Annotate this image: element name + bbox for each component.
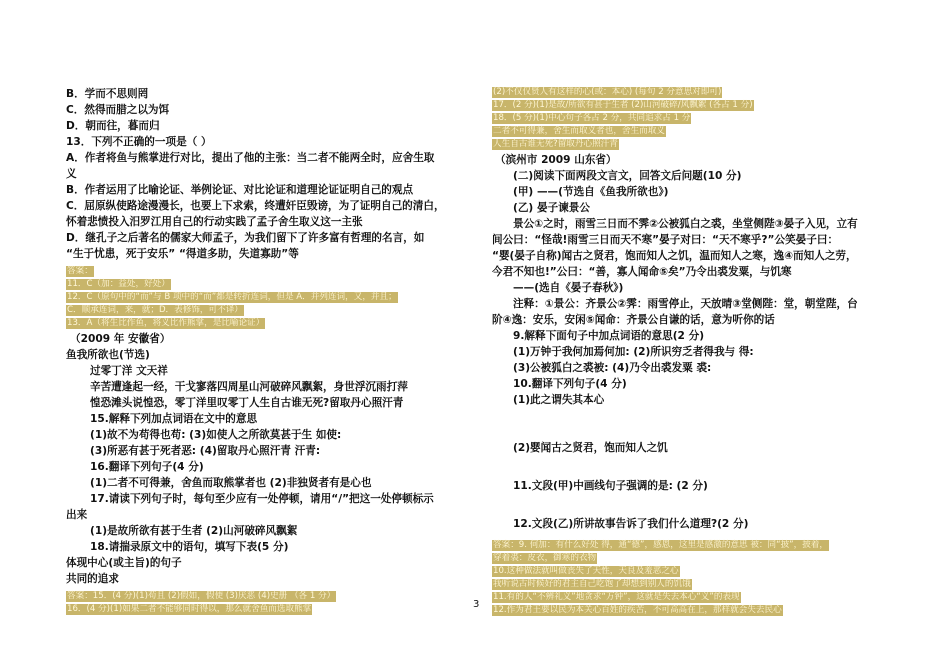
answer-line: (2)不仅仅贤人有这样的心(或：本心) (每句 2 分意思对即可) (493, 87, 722, 97)
answer-line: 17．(2 分)(1)是故/所欲有甚于生者 (2)山河破碎/风飘絮 (各占 1 分) (493, 100, 753, 110)
answer-line: 答案：15．(4 分)(1)苟且 (2)假如，假使 (3)厌恶 (4)史册 （各 1 分） (67, 591, 336, 601)
poem-line: 惶恐滩头说惶恐，零丁洋里叹零丁人生自古谁无死?留取丹心照汗青 (90, 397, 404, 409)
answer-line: 10.这种做法就叫做丧失了天性，天良及羞恶之心 (493, 566, 679, 576)
text-line: (1)是故所欲有甚于生者 (2)山河破碎风飘絮 (90, 525, 298, 537)
text-line: 出来 (66, 509, 88, 521)
table-label: 共同的追求 (66, 573, 119, 585)
text-line: A．作者将鱼与熊掌进行对比，提出了他的主张：当二者不能两全时，应舍生取 (66, 152, 435, 164)
text-line: (1)此之谓失其本心 (513, 394, 605, 406)
text-line: “婴(晏子自称)闻古之贤君，饱而知人之饥，温而知人之寒，逸④而知人之劳， (492, 250, 857, 262)
question-13: 13．下列不正确的一项是（ ） (66, 136, 212, 148)
answer-line: 12．C（原句中的“而”与 B 项中的“而”都是转折连词，但是 A．并列连词，又，并且； (67, 292, 397, 302)
text-line: (2)婴闻古之贤君，饱而知人之饥 (513, 442, 668, 454)
question-17: 17.请读下列句子时，每句至少应有一处停顿，请用“/”把这一处停顿标示 (90, 493, 434, 505)
text-line: “生于忧患，死于安乐” “得道多助，失道寡助”等 (66, 248, 299, 260)
answer-line: 答案： (67, 266, 93, 276)
answer-line: 13．A（将生比作鱼，将义比作熊掌，是比喻论证） (67, 318, 265, 328)
answer-line: 答案：9. 何加：有什么好处 得，通“德”，感恩，这里是感激的意思 被：同“披”，披着， (493, 540, 828, 550)
section-heading: (二)阅读下面两段文言文，回答文后问题(10 分) (513, 170, 742, 182)
page-number: 3 (473, 599, 480, 610)
text-line: (1)万钟于我何加焉何加: (2)所识穷乏者得我与 得: (513, 346, 754, 358)
answer-line: 16．(4 分)(1)如果二者不能够同时得以，那么就舍鱼而选取熊掌 (67, 604, 312, 614)
section-source: （2009 年 安徽省） (70, 333, 171, 345)
text-line: 怀着悲愤投入汨罗江用自己的行动实践了孟子舍生取义这一主张 (66, 216, 363, 228)
text-line: 今君不知也!”公曰：“善，寡人闻命⑤矣”乃令出裘发粟，与饥寒 (492, 266, 792, 278)
text-line: B．学而不思则罔 (66, 88, 149, 100)
question-11: 11.文段(甲)中画线句子强调的是: (2 分) (513, 480, 708, 492)
passage-a-label: (甲) ——(节选自《鱼我所欲也》) (513, 186, 669, 198)
answer-line: 穿着裘：皮衣，御寒的衣物 (493, 553, 597, 563)
text-line: (1)二者不可得兼，舍鱼而取熊掌者也 (2)非独贤者有是心也 (90, 477, 372, 489)
text-line: D．继孔子之后著名的儒家大师孟子，为我们留下了许多富有哲理的名言，如 (66, 232, 425, 244)
text-line: B．作者运用了比喻论证、举例论证、对比论证和道理论证证明自己的观点 (66, 184, 414, 196)
answer-line: 11．C（加：益处，好处） (67, 279, 170, 289)
answer-line: 二者不可得兼，舍生而取义者也，舍生而取义 (493, 126, 665, 136)
text-line: (3)公被狐白之裘被: (4)乃令出裘发粟 裘: (513, 362, 712, 374)
text-line: 义 (66, 168, 77, 180)
text-line: (1)故不为苟得也苟: (3)如使人之所欲莫甚于生 如使: (90, 429, 342, 441)
question-12: 12.文段(乙)所讲故事告诉了我们什么道理?(2 分) (513, 518, 749, 530)
text-line: (3)所恶有甚于死者恶: (4)留取丹心照汗青 汗青: (90, 445, 321, 457)
text-line: C．然得而腊之以为饵 (66, 104, 170, 116)
poem-line: 辛苦遭逢起一经，干戈寥落四周星山河破碎风飘絮，身世浮沉雨打萍 (90, 381, 408, 393)
answer-line: 12.作为君王要以民为本关心百姓的疾苦，不可高高在上，那样就会失去民心 (493, 605, 782, 615)
text-line: C．屈原纵使路途漫漫长，也要上下求索，终遭奸臣毁谤，为了证明自己的清白， (66, 200, 445, 212)
poem-title: 过零丁洋 文天祥 (90, 365, 168, 377)
answer-line: C．顺承连词，来，就；D．表修饰，可不译） (67, 305, 243, 315)
text-line: 间公曰：“怪哉!雨雪三日而天不寒”晏子对曰：“天不寒乎?”公笑晏子曰： (492, 234, 839, 246)
passage-b-title: (乙) 晏子谏景公 (513, 202, 590, 214)
answer-line: 我听说古时候好的君主自己吃饱了却想到别人的饥饿 (493, 579, 691, 589)
passage-title: 鱼我所欲也(节选) (66, 349, 150, 361)
question-10: 10.翻译下列句子(4 分) (513, 378, 627, 390)
passage-source: ——(选自《晏子春秋》) (513, 282, 624, 294)
question-16: 16.翻译下列句子(4 分) (90, 461, 204, 473)
notes: 阶④逸：安乐，安闲⑤闻命：齐景公自谦的话，意为听你的话 (492, 314, 775, 326)
table-label: 体现中心(或主旨)的句子 (66, 557, 182, 569)
answer-line: 人生自古谁无死?留取丹心照汗青 (493, 139, 618, 149)
text-line: 景公①之时，雨雪三日而不霁②公被狐白之裘，坐堂侧陛③晏子入见，立有 (513, 218, 858, 230)
text-line: D．朝而往，暮而归 (66, 120, 160, 132)
question-18: 18.请揣录原文中的语句，填写下表(5 分) (90, 541, 289, 553)
question-15: 15.解释下列加点词语在文中的意思 (90, 413, 258, 425)
notes: 注释：①景公：齐景公②霁：雨雪停止，天放晴③堂侧陛：堂，朝堂陛，台 (513, 298, 858, 310)
section-source: （滨州市 2009 山东省） (495, 154, 617, 166)
answer-line: 11.有的人“不辨礼义”地贪求“万钟”，这就是失去本心“义”的表现 (493, 592, 740, 602)
question-9: 9.解释下面句子中加点词语的意思(2 分) (513, 330, 705, 342)
answer-line: 18．(5 分)(1)中心句子各占 2 分，共同追求占 1 分 (493, 113, 691, 123)
